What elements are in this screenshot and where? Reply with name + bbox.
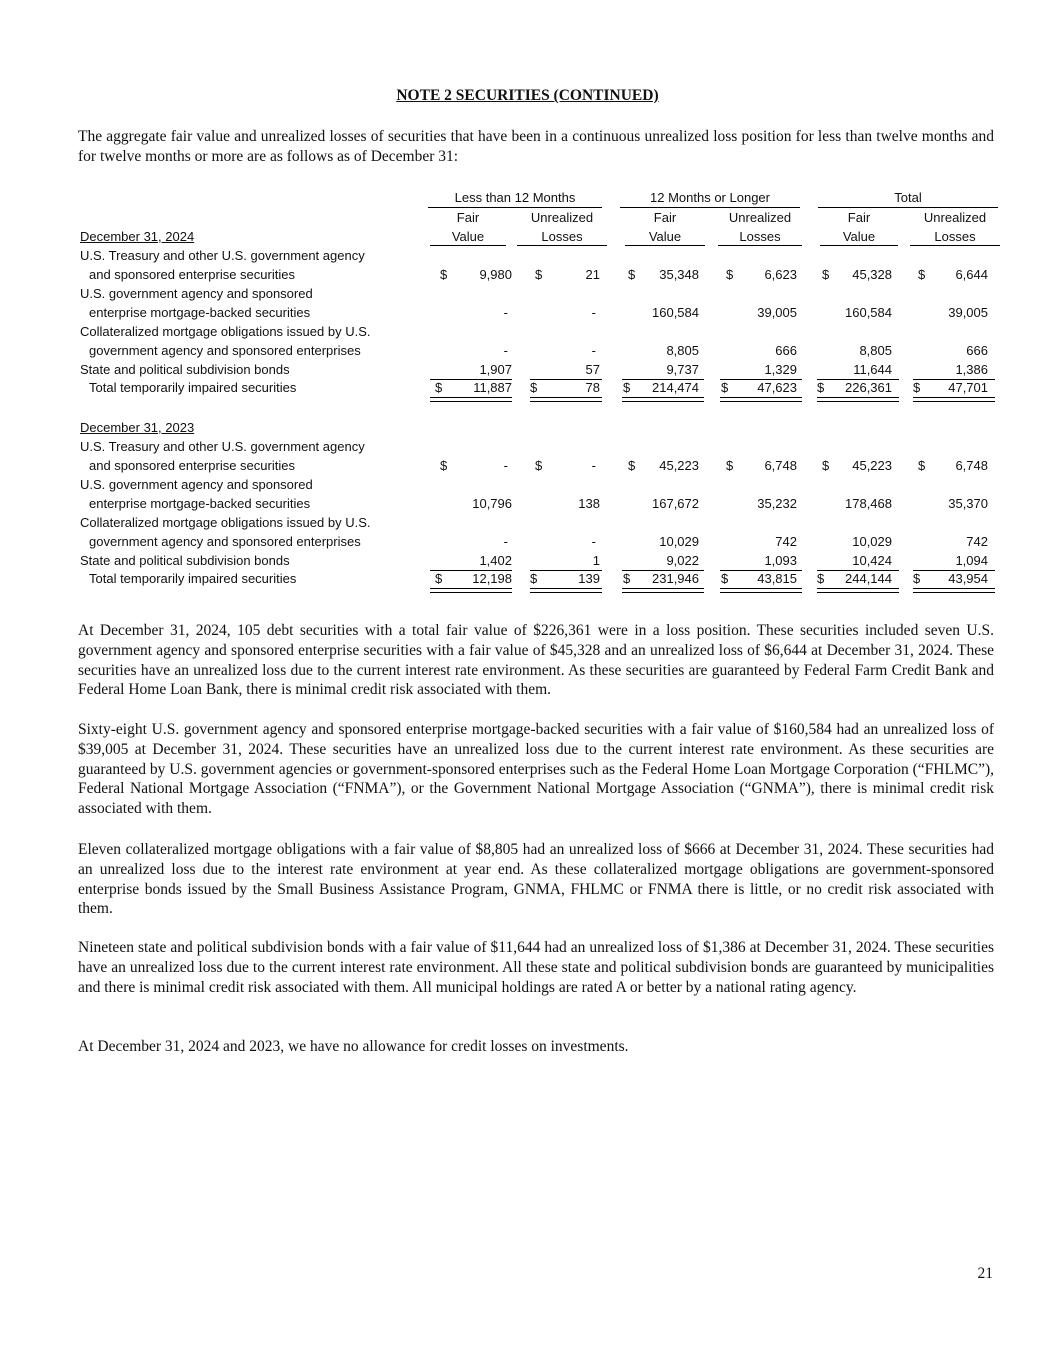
value-cell: - [503,458,508,473]
dollar-sign: $ [530,571,538,586]
col-header-bottom: Value [451,229,485,244]
total-value-cell: 47,623 [757,380,797,395]
row-label: Collateralized mortgage obligations issued by U.S. [80,515,371,530]
total-double-underline [530,397,602,402]
value-cell: - [503,534,508,549]
group-header-total: Total [894,190,922,205]
col-header-bottom: Value [842,229,876,244]
total-value-cell: 43,954 [948,571,988,586]
dollar-sign: $ [530,380,538,395]
total-value-cell: 226,361 [845,380,892,395]
dollar-sign: $ [726,267,734,282]
value-cell: 35,348 [659,267,699,282]
dollar-sign: $ [913,571,921,586]
col-header-bottom: Losses [934,229,976,244]
row-label: U.S. government agency and sponsored [80,286,313,301]
row-label: State and political subdivision bonds [80,362,290,377]
dollar-sign: $ [435,380,443,395]
total-value-cell: 47,701 [948,380,988,395]
value-cell: 1,907 [479,362,512,377]
col-underline [820,245,898,246]
value-cell: 1 [592,553,600,568]
value-cell: 742 [966,534,988,549]
value-cell: 11,644 [853,362,892,377]
value-cell: 666 [775,343,797,358]
dollar-sign: $ [817,380,825,395]
value-cell: 666 [966,343,988,358]
value-cell: 160,584 [845,305,892,320]
value-cell: - [591,305,596,320]
dollar-sign: $ [623,380,631,395]
value-cell: 9,737 [666,362,699,377]
group-underline [428,207,602,208]
row-label: and sponsored enterprise securities [89,267,295,282]
total-double-underline [720,588,802,593]
col-header-top: Unrealized [728,210,792,225]
dollar-sign: $ [817,571,825,586]
col-header-top: Fair [456,210,480,225]
value-cell: 6,623 [764,267,797,282]
value-cell: 9,980 [479,267,512,282]
col-underline [430,245,506,246]
value-cell: 8,805 [859,343,892,358]
value-cell: 57 [585,362,600,377]
col-underline [910,245,1000,246]
section-heading-2023: December 31, 2023 [80,420,195,435]
total-double-underline [622,588,704,593]
total-double-underline [913,397,995,402]
section-heading-2024: December 31, 2024 [80,229,195,244]
value-cell: 10,029 [852,534,892,549]
value-cell: 35,232 [757,496,797,511]
paragraph-3: Eleven collateralized mortgage obligations with a fair value of $8,805 had an unrealized loss of $666 at December 31, 2024. These securities had an unrealized loss due to the interest rate environment at year end. As these collateralized mortgage obligations are government-sponsored enterprise bonds issued by the Small Business Assistance Program, GNMA, FHLMC or FNMA there is little, or no credit risk associated with them. [78,841,994,918]
value-cell: 160,584 [652,305,699,320]
total-double-underline [430,588,512,593]
value-cell: 167,672 [652,496,699,511]
total-value-cell: 139 [578,571,600,586]
value-cell: 1,094 [955,553,988,568]
col-header-top: Unrealized [923,210,987,225]
dollar-sign: $ [918,267,926,282]
total-value-cell: 12,198 [472,571,512,586]
total-value-cell: 43,815 [757,571,797,586]
total-value-cell: 78 [585,380,600,395]
row-label: U.S. Treasury and other U.S. government agency [80,248,365,263]
value-cell: 1,386 [955,362,988,377]
total-value-cell: 231,946 [652,571,699,586]
row-label: enterprise mortgage-backed securities [89,305,311,320]
dollar-sign: $ [628,267,636,282]
value-cell: - [591,343,596,358]
dollar-sign: $ [628,458,636,473]
total-double-underline [622,397,704,402]
row-label: government agency and sponsored enterprises [89,343,361,358]
value-cell: 1,402 [479,553,512,568]
paragraph-5: At December 31, 2024 and 2023, we have no allowance for credit losses on investments. [78,1038,629,1055]
row-label: U.S. government agency and sponsored [80,477,313,492]
row-label: government agency and sponsored enterprises [89,534,361,549]
value-cell: 178,468 [845,496,892,511]
col-underline [718,245,802,246]
value-cell: 6,644 [955,267,988,282]
value-cell: 6,748 [764,458,797,473]
dollar-sign: $ [822,458,830,473]
paragraph-4: Nineteen state and political subdivision bonds with a fair value of $11,644 had an unrealized loss of $1,386 at December 31, 2024. These securities have an unrealized loss due to the current interest rate environment. All these state and political subdivision bonds are guaranteed by municipalities and there is minimal credit risk associated with them. All municipal holdings are rated A or better by a national rating agency. [78,939,994,996]
col-header-top: Fair [653,210,677,225]
row-label: Collateralized mortgage obligations issued by U.S. [80,324,371,339]
value-cell: 9,022 [666,553,699,568]
value-cell: 1,329 [764,362,797,377]
dollar-sign: $ [721,571,729,586]
value-cell: 21 [585,267,600,282]
total-row-label: Total temporarily impaired securities [89,380,297,395]
value-cell: 10,796 [472,496,512,511]
col-header-bottom: Value [648,229,682,244]
dollar-sign: $ [535,267,543,282]
col-underline [517,245,607,246]
group-underline [818,207,998,208]
total-value-cell: 214,474 [652,380,699,395]
group-underline [620,207,800,208]
intro-paragraph: The aggregate fair value and unrealized losses of securities that have been in a continuous unrealized loss position for less than twelve months and for twelve months or more are as follows as of December 31: [78,128,994,165]
value-cell: - [503,343,508,358]
row-label: State and political subdivision bonds [80,553,290,568]
total-double-underline [530,588,602,593]
value-cell: 138 [578,496,600,511]
dollar-sign: $ [726,458,734,473]
value-cell: 45,223 [852,458,892,473]
total-value-cell: 244,144 [845,571,892,586]
value-cell: - [591,458,596,473]
value-cell: 1,093 [764,553,797,568]
value-cell: 39,005 [757,305,797,320]
col-header-top: Unrealized [530,210,594,225]
group-header-12-or-longer: 12 Months or Longer [650,190,770,205]
dollar-sign: $ [440,458,448,473]
paragraph-1: At December 31, 2024, 105 debt securities with a total fair value of $226,361 were in a loss position. These securities included seven U.S. government agency and sponsored enterprise securities with a fair value of $45,328 and an unrealized loss of $6,644 at December 31, 2024. These securities have an unrealized loss due to the current interest rate environment. As these securities are guaranteed by Federal Farm Credit Bank and Federal Home Loan Bank, there is minimal credit risk associated with them. [78,622,994,699]
value-cell: 742 [775,534,797,549]
col-underline [625,245,705,246]
dollar-sign: $ [435,571,443,586]
dollar-sign: $ [822,267,830,282]
total-double-underline [817,397,899,402]
total-double-underline [720,397,802,402]
value-cell: 6,748 [955,458,988,473]
dollar-sign: $ [440,267,448,282]
value-cell: 45,223 [659,458,699,473]
dollar-sign: $ [623,571,631,586]
row-label: enterprise mortgage-backed securities [89,496,311,511]
dollar-sign: $ [918,458,926,473]
total-double-underline [913,588,995,593]
row-label: and sponsored enterprise securities [89,458,295,473]
value-cell: 10,029 [659,534,699,549]
value-cell: 8,805 [666,343,699,358]
group-header-less-than-12: Less than 12 Months [454,190,576,205]
dollar-sign: $ [913,380,921,395]
total-value-cell: 11,887 [473,380,512,395]
value-cell: - [503,305,508,320]
row-label: U.S. Treasury and other U.S. government agency [80,439,365,454]
total-row-label: Total temporarily impaired securities [89,571,297,586]
paragraph-2: Sixty-eight U.S. government agency and sponsored enterprise mortgage-backed securities with a fair value of $160,584 had an unrealized loss of $39,005 at December 31, 2024. These securities have an unrealized loss due to the current interest rate environment. As these securities are guaranteed by U.S. government agencies or government-sponsored enterprises such as the Federal Home Loan Mortgage Corporation (“FHLMC”), Federal National Mortgage Association (“FNMA”), or the Government National Mortgage Association (“GNMA”), there is minimal credit risk associated with them. [78,721,994,818]
dollar-sign: $ [721,380,729,395]
value-cell: - [591,534,596,549]
value-cell: 10,424 [852,553,892,568]
value-cell: 45,328 [852,267,892,282]
col-header-top: Fair [847,210,871,225]
total-double-underline [430,397,512,402]
total-double-underline [817,588,899,593]
col-header-bottom: Losses [541,229,583,244]
value-cell: 39,005 [948,305,988,320]
dollar-sign: $ [535,458,543,473]
value-cell: 35,370 [948,496,988,511]
page-number: 21 [977,1265,993,1282]
col-header-bottom: Losses [739,229,781,244]
note-title: NOTE 2 SECURITIES (CONTINUED) [396,87,659,104]
